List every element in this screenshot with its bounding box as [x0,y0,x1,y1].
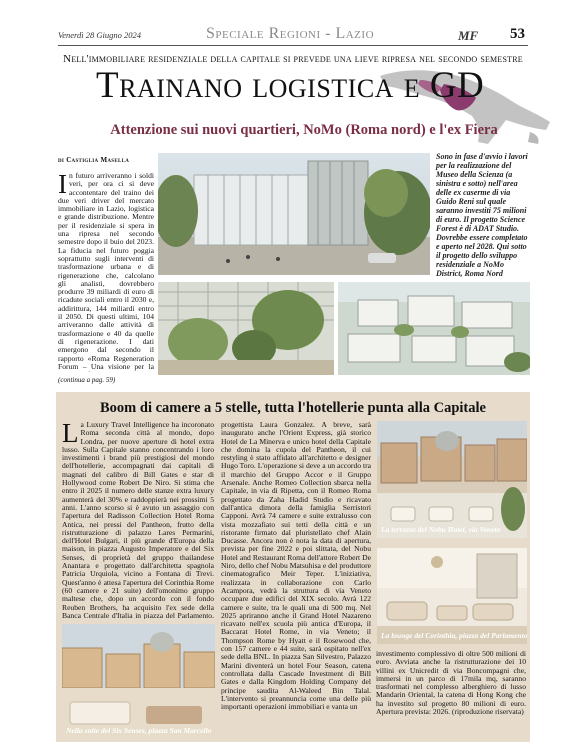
continued-note: (continua a pag. 59) [58,376,116,384]
article-subtitle: Attenzione sui nuovi quartieri, NoMo (Roma nord) e l'ex Fiera [110,122,498,138]
box-column-1-text: a Luxury Travel Intelligence ha incoronato Roma seconda città al mondo, dopo Londra, per nuove aperture di hotel extra lusso. Sulla Capitale stanno concentrando i loro investimenti i brand più prestigiosi del mondo dell'hotellerie, accompagnati dai capitali di magnati del calibro di Bill Gates e star di Hollywood come Robert De Niro. Si stima che entro il 2025 il numero delle stanze extra luxury aumenterà del 30% e raddoppierà nei prossimi 5 anni. L'anno scorso si è avuto un assaggio con l'apertura del Radisson Collection Hotel Roma Antica, nei pressi del Pantheon, frutto della ristrutturazione di palazzo Lares Permarini, dell'Hotel Bulgari, il più grande d'Europa della maison, in piazza Augusto Imperatore e del Six Senses, di proprietà del gruppo thailandese Anantara e progettato dall'architetta spagnola Patricia Urquiola, vicino a Fontana di Trevi. Quest'anno è attesa l'apertura del Corinthia Rome (60 camere e 21 suite) dell'omonimo gruppo maltese che, dopo un accordo con il fondo Reuben Brothers, ha acquisito l'ex sede della Banca Centrale d'Italia in piazza del Parlamento. [62,421,214,619]
nobu-photo-caption: La terrazza del Nobu Hotel, via Veneto [381,525,501,534]
six-senses-suite-photo [62,624,215,739]
nomo-district-photo [338,282,530,375]
top-photo-caption: Sono in fase d'avvio i lavori per la realizzazione del Museo della Scienza (a sinistra e sotto) nell'area delle ex caserme di via Guido Reni sul quale saranno investiti 75 milioni di euro. Il progetto Science Forest è di ADAT Studio. Dovrebbe essere completato e aperto nel 2028. Qui sotto il progetto dello sviluppo residenziale a NoMo District, Roma Nord [436,152,528,278]
article-title: Trainano logistica e GD [96,65,485,106]
article-kicker: Nell'immobiliare residenziale della capitale si prevede una lieve ripresa nel secondo semestre [63,53,523,65]
newspaper-logo: MF [458,28,479,43]
corinthia-lounge-photo [377,548,527,644]
nobu-terrace-photo [377,421,527,538]
six-senses-photo-caption: Nella suite del Six Senses, piazza San Marcello [66,726,212,735]
header-divider [58,45,528,46]
box-column-3: investimento complessivo di oltre 500 milioni di euro. Avviata anche la ristrutturazione dei 10 villini ex Unicredit di via Boncompagni che, immersi in un parco di 17mila mq, saranno trasformati nel complesso alberghiero di lusso Mandarin Oriental, la catena di Hong Kong che ha investito sul progetto 80 milioni di euro. Apertura prevista: 2026. (riproduzione riservata) [376,650,526,717]
page-number: 53 [510,26,525,42]
dropcap: I [58,172,67,199]
box-dropcap: L [62,421,79,448]
issue-date: Venerdì 28 Giugno 2024 [58,30,142,40]
museum-rendering-photo [158,153,430,275]
box-column-2: progettista Laura Gonzalez. A breve, sarà inaugurato anche l'Orient Express, già storico Hotel de La Minerva e unico hotel della Capitale che domina la cupola del Pantheon, il cui restyling è stato affidato all'architetto e designer Hugo Toro. L'operazione si deve a un accordo tra il marchio del Gruppo Accor e il Gruppo Arsenale. Anche Romeo Collection sbarca nella Capitale, in via di Ripetta, con il Romeo Roma progettato da Zaha Hadid Studio e ricavato dall'antica dimora della famiglia Serristori Capponi. Avrà 74 camere e suite extralusso con vista mozzafiato sui tetti della città e un ristorante firmato dal pluristellato chef Alain Ducasse. Ancora non è nota la data di apertura, prevista per fine 2022 e poi slittata, del Nobu Hotel and Restaurant Roma dell'attore Robert De Niro, dello chef Nobu Matsuhisa e del produttore cinematografico Meir Teper. L'iniziativa, realizzata in collaborazione con Carlo Acampora, vedrà la struttura di via Veneto occupare due edifici del XIX secolo. Avrà 122 camere e suite, tra le quali una di 500 mq. Nel 2025 apriranno anche il Grand Hotel Nazareno ricavato nell'ex scuola più antica d'Europa, il Baccarat Hotel Rome, in via Veneto; il Thompson Rome by Hyatt e il Rosewood che, con 157 camere e 44 suite, sarà ospitato nell'ex sede della BNL. In piazza San Silvestro, Palazzo Marini diventerà un hotel Four Season, catena controllata dalla Cascade Investment di Bill Gates e dalla Kingdom Holding Company del principe saudita Al-Waleed Bin Talal. L'intervento si preannuncia come una delle più importanti operazioni immobiliari e vanta un [221,421,371,712]
greenhouse-interior-photo [158,282,334,375]
box-title: Boom di camere a 5 stelle, tutta l'hotellerie punta alla Capitale [100,400,486,416]
box-column-1 [62,421,214,619]
main-article-body [58,172,154,372]
main-article-text: n futuro arriveranno i soldi veri, per ora ci si deve accontentare del traino dei due veri driver del mercato immobiliare in Lazio, logistica e grande distribuzione. Mentre per il residenziale si spera in una ripresa nel secondo semestre dopo il buio del 2023. La fiducia nel futuro poggia soprattutto sugli interventi di trasformazione urbana e di rigenerazione che, calcolano gli analisti, dovrebbero produrre 39 miliardi di euro di ricadute sociali entro il 2030 e, addirittura, 144 miliardi entro il 2050. Di questi ultimi, 104 arriveranno dalle attività di trasformazione e 40 da quelle di rigenerazione. I dati emergono dal secondo il rapporto «Roma Regeneration Forum – Una visione per la [58,172,154,371]
corinthia-photo-caption: La lounge del Corinthia, piazza del Parlamento [381,631,527,640]
section-title: Speciale Regioni - Lazio [205,25,375,42]
byline: di Castiglia Masella [58,156,130,164]
